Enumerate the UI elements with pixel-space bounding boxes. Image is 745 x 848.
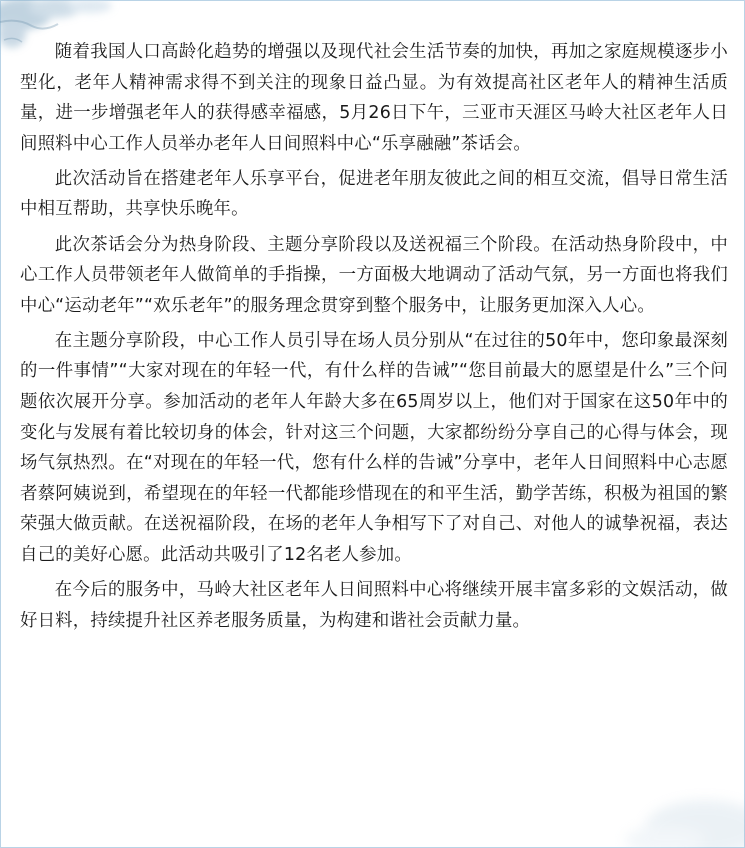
- ink-wash-decoration-bottom: [575, 728, 745, 848]
- article-body: [20, 37, 728, 641]
- paragraph-outlook: 在今后的服务中，马岭大社区老年人日间照料中心将继续开展丰富多彩的文娱活动，做好日料，持续提升社区养老服务质量，为构建和谐社会贡献力量。: [20, 580, 728, 631]
- paragraph-intro: 随着我国人口高龄化趋势的增强以及现代社会生活节奏的加快，再加之家庭规模逐步小型化，老年人精神需求得不到关注的现象日益凸显。为有效提高社区老年人的精神生活质量，进一步增强老年人的获得感幸福感，5月26日下午，三亚市天涯区马岭大社区老年人日间照料中心工作人员举办老年人日间照料中心“乐享融融”茶话会。: [20, 42, 728, 154]
- paragraph-sharing: 在主题分享阶段，中心工作人员引导在场人员分别从“在过往的50年中，您印象最深刻的一件事情”“大家对现在的年轻一代，有什么样的告诫”“您目前最大的愿望是什么”三个问题依次展开分享。参加活动的老年人年龄大多在65周岁以上，他们对于国家在这50年中的变化与发展有着比较切身的体会，针对这三个问题，大家都纷纷分享自己的心得与体会，现场气氛热烈。在“对现在的年轻一代，您有什么样的告诫”分享中，老年人日间照料中心志愿者蔡阿姨说到，希望现在的年轻一代都能珍惜现在的和平生活，勤学苦练，积极为祖国的繁荣强大做贡献。在送祝福阶段，在场的老年人争相写下了对自己、对他人的诚挚祝福，表达自己的美好心愿。此活动共吸引了12名老人参加。: [20, 330, 728, 565]
- paragraph-purpose: 此次活动旨在搭建老年人乐享平台，促进老年朋友彼此之间的相互交流，倡导日常生活中相互帮助，共享快乐晚年。: [20, 168, 728, 220]
- paragraph-stages: 此次茶话会分为热身阶段、主题分享阶段以及送祝福三个阶段。在活动热身阶段中，中心工作人员带领老年人做简单的手指操，一方面极大地调动了活动气氛，另一方面也将我们中心“运动老年”“欢乐老年”的服务理念贯穿到整个服务中，让服务更加深入人心。: [20, 234, 728, 316]
